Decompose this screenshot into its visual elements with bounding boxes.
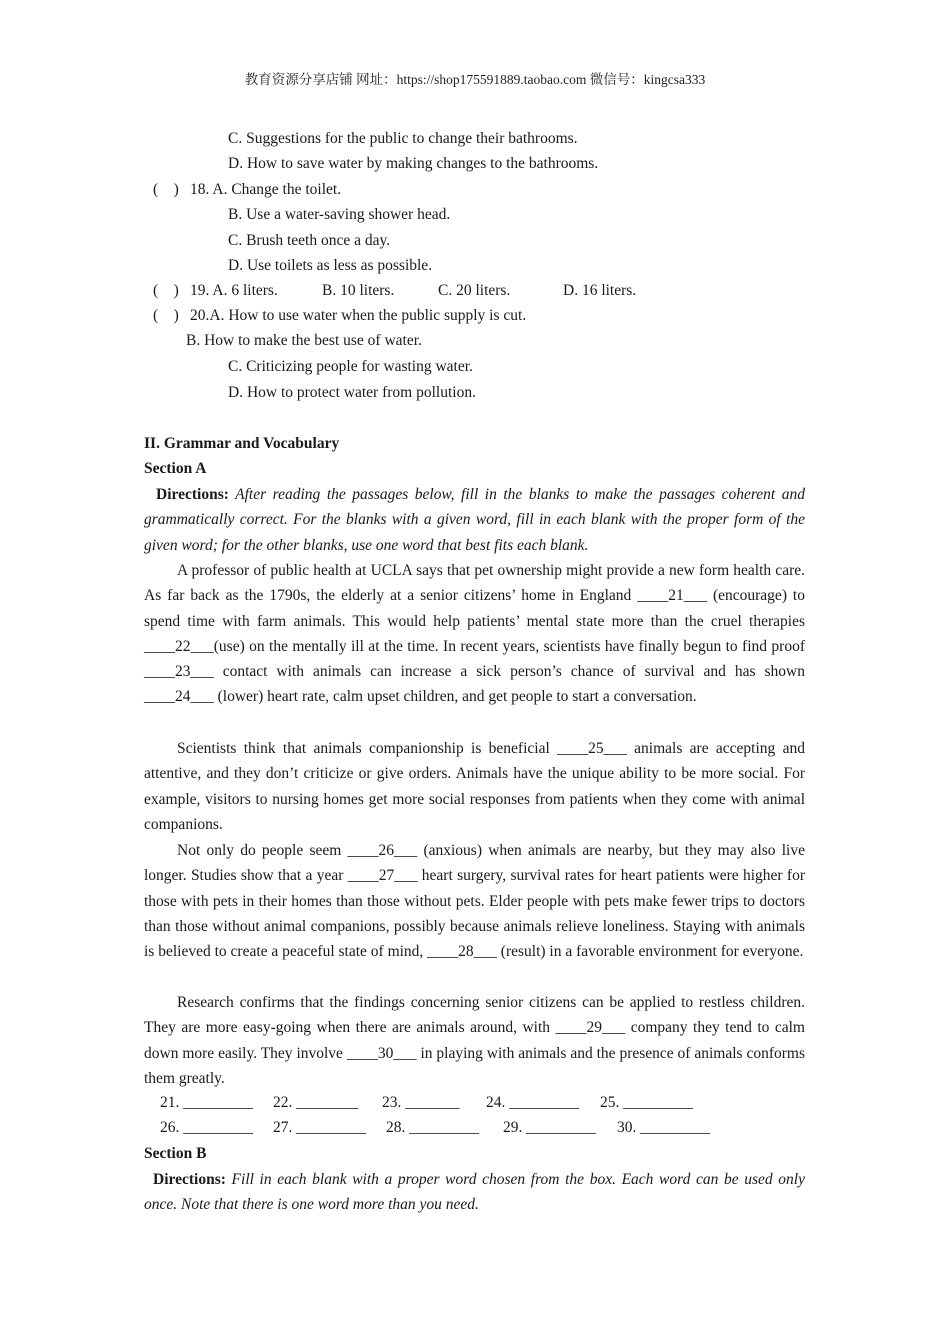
q20-option-d: D. How to protect water from pollution. (228, 384, 476, 401)
q19-option-d: D. 16 liters. (563, 282, 637, 299)
directions-text: After reading the passages below, fill in the blanks to make the passages coherent and grammatically correct. For the blanks with a given word, fill in each blank with the proper form of the given word; for the other blanks, use one word that best fits each blank. (144, 486, 805, 554)
answer-blank-23[interactable]: 23. _______ (382, 1094, 460, 1111)
q18-option-a: 18. A. Change the toilet. (190, 181, 342, 198)
directions-label: Directions: (156, 486, 229, 503)
q19-option-b: B. 10 liters. (322, 282, 395, 299)
section-a-directions (144, 482, 805, 558)
answer-blank-29[interactable]: 29. _________ (503, 1119, 596, 1136)
answer-blank-28[interactable]: 28. _________ (386, 1119, 479, 1136)
q18-option-d: D. Use toilets as less as possible. (228, 257, 433, 274)
answer-blank-25[interactable]: 25. _________ (600, 1094, 693, 1111)
passage-paragraph-1: A professor of public health at UCLA says that pet ownership might provide a new form health care. As far back as the 1790s, the elderly at a senior citizens’ home in England ____21___ (encourage) to spend time with farm animals. This would help patients’ mental state more than the cruel therapies ____22___(use) on the mentally ill at the time. In recent years, scientists have finally begun to find proof ____23___ contact with animals can increase a sick person’s chance of survival and has shown ____24___ (lower) heart rate, calm upset children, and get people to start a conversation. (144, 562, 805, 706)
section-a-heading: Section A (144, 460, 207, 477)
section-title: II. Grammar and Vocabulary (144, 435, 340, 452)
section-b-directions (144, 1167, 805, 1218)
q19-answer-blank[interactable]: ( ) (153, 282, 179, 299)
answer-blank-24[interactable]: 24. _________ (486, 1094, 579, 1111)
q20-answer-blank[interactable]: ( ) (153, 307, 179, 324)
passage-paragraph-4: Research confirms that the findings concerning senior citizens can be applied to restless children. They are more easy-going when there are animals around, with ____29___ company they tend to calm down more easily. They involve ____30___ in playing with animals and the presence of animals conforms them greatly. (144, 994, 805, 1087)
q17-option-c: C. Suggestions for the public to change their bathrooms. (228, 130, 578, 147)
q19-option-a: 19. A. 6 liters. (190, 282, 278, 299)
answer-blank-22[interactable]: 22. ________ (273, 1094, 359, 1111)
q18-option-c: C. Brush teeth once a day. (228, 232, 391, 249)
q17-option-d: D. How to save water by making changes to the bathrooms. (228, 155, 599, 172)
directions-b-text: Fill in each blank with a proper word chosen from the box. Each word can be used only once. Note that there is one word more than you need. (144, 1171, 805, 1214)
q20-option-b: B. How to make the best use of water. (186, 332, 422, 349)
q20-option-a: 20.A. How to use water when the public supply is cut. (190, 307, 527, 324)
directions-b-label: Directions: (153, 1171, 226, 1188)
answer-blank-21[interactable]: 21. _________ (160, 1094, 253, 1111)
answer-blank-27[interactable]: 27. _________ (273, 1119, 366, 1136)
page-header: 教育资源分享店铺 网址：https://shop175591889.taobao.com 微信号：kingcsa333 (244, 72, 706, 87)
q20-option-c: C. Criticizing people for wasting water. (228, 358, 473, 375)
answer-blank-30[interactable]: 30. _________ (617, 1119, 710, 1136)
q19-option-c: C. 20 liters. (438, 282, 511, 299)
q18-option-b: B. Use a water-saving shower head. (228, 206, 451, 223)
passage-paragraph-3: Not only do people seem ____26___ (anxious) when animals are nearby, but they may also live longer. Studies show that a year ____27___ heart surgery, survival rates for heart patients were higher for those with pets in their homes than those without pets. Elder people with pets make fewer trips to doctors than those without animal companions, possibly because animals relieve loneliness. Staying with animals is believed to create a peaceful state of mind, ____28___ (result) in a favorable environment for everyone. (144, 842, 805, 961)
passage-paragraph-2: Scientists think that animals companionship is beneficial ____25___ animals are accepting and attentive, and they don’t criticize or give orders. Animals have the unique ability to be more social. For example, visitors to nursing homes get more social responses from patients when they come with animal companions. (144, 740, 805, 833)
q18-answer-blank[interactable]: ( ) (153, 181, 179, 198)
answer-blank-26[interactable]: 26. _________ (160, 1119, 253, 1136)
section-b-heading: Section B (144, 1145, 207, 1162)
